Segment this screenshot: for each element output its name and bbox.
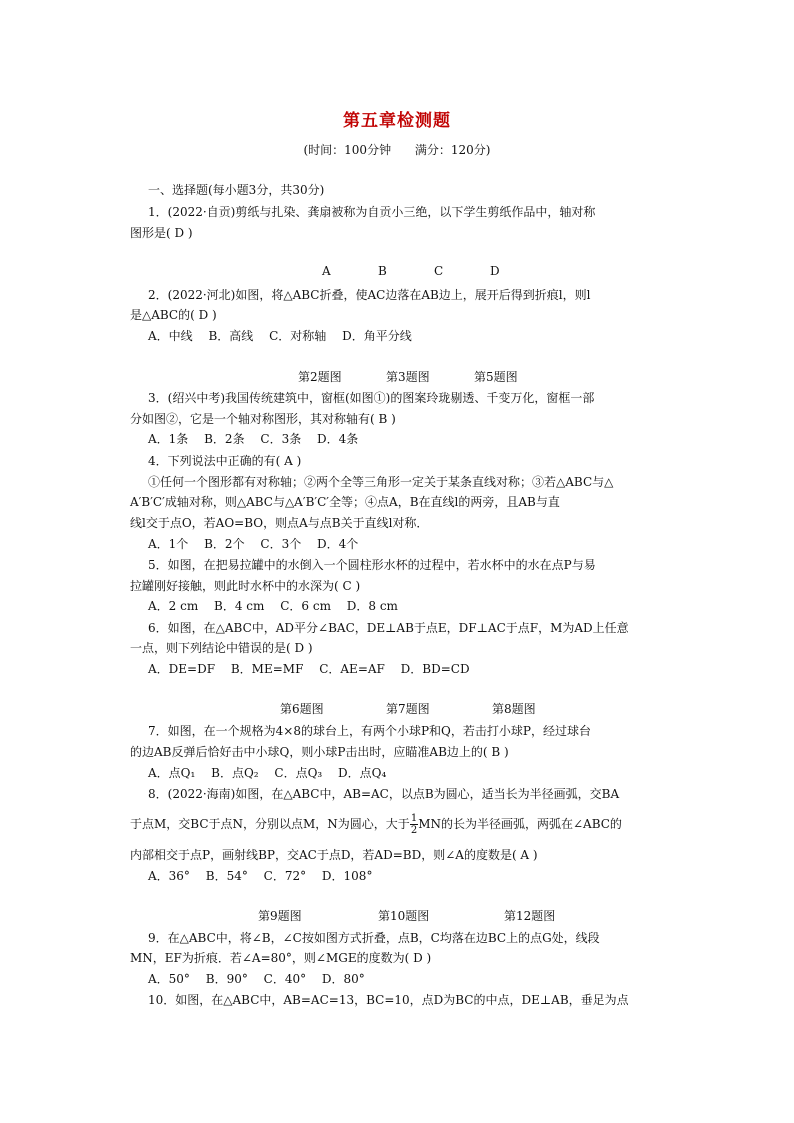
q8-options: A．36° B．54° C．72° D．108°	[148, 869, 373, 883]
q6-line2: 一点，则下列结论中错误的是( D )	[130, 641, 313, 655]
q4-line1: 4．下列说法中正确的有( A )	[148, 454, 302, 468]
q4-options: A．1个 B．2个 C．3个 D．4个	[148, 537, 359, 551]
q5-options: A．2 cm B．4 cm C．6 cm D．8 cm	[148, 599, 398, 613]
caption-fig6: 第6题图	[280, 702, 324, 716]
caption-fig9: 第9题图	[258, 909, 302, 923]
fraction-numerator: 1	[410, 813, 418, 824]
caption-fig10: 第10题图	[378, 909, 430, 923]
caption-fig2: 第2题图	[298, 370, 342, 384]
section-heading: 一、选择题(每小题3分，共30分)	[148, 183, 325, 197]
caption-fig12: 第12题图	[504, 909, 556, 923]
page-title: 第五章检测题	[343, 111, 451, 131]
q6-options: A．DE=DF B．ME=MF C．AE=AF D．BD=CD	[148, 662, 470, 676]
q4-line4: 线l交于点O，若AO=BO，则点A与点B关于直线l对称．	[130, 516, 429, 530]
q7-options: A．点Q₁ B．点Q₂ C．点Q₃ D．点Q₄	[148, 766, 387, 780]
caption-fig5: 第5题图	[474, 370, 518, 384]
q8-line2	[130, 813, 622, 836]
caption-fig3: 第3题图	[386, 370, 430, 384]
q1-option-a: A	[322, 264, 331, 278]
q2-line1: 2．(2022·河北)如图，将△ABC折叠，使AC边落在AB边上，展开后得到折痕l，则l	[148, 288, 591, 302]
q8-line3: 内部相交于点P，画射线BP，交AC于点D，若AD=BD，则∠A的度数是( A )	[130, 848, 538, 862]
q1-option-d: D	[490, 264, 500, 278]
fraction-denominator: 2	[410, 825, 418, 836]
q1-option-b: B	[378, 264, 387, 278]
q4-line2: ①任何一个图形都有对称轴；②两个全等三角形一定关于某条直线对称；③若△ABC与△	[148, 475, 614, 489]
q1-line2: 图形是( D )	[130, 226, 193, 240]
fraction-one-half	[410, 813, 418, 836]
caption-fig7: 第7题图	[386, 702, 430, 716]
time-label: (时间：100分钟	[303, 143, 392, 157]
q2-line2: 是△ABC的( D )	[130, 308, 217, 322]
q1-line1: 1．(2022·自贡)剪纸与扎染、龚扇被称为自贡小三绝，以下学生剪纸作品中，轴对称	[148, 205, 596, 219]
q7-line1: 7．如图，在一个规格为4×8的球台上，有两个小球P和Q，若击打小球P，经过球台	[148, 724, 591, 738]
q4-line3: A′B′C′成轴对称，则△ABC与△A′B′C′全等；④点A，B在直线l的两旁，且AB与直	[130, 495, 560, 509]
q8-line2-start: 于点M，交BC于点N，分别以点M，N为圆心，大于	[130, 817, 410, 831]
q9-options: A．50° B．90° C．40° D．80°	[148, 972, 365, 986]
q8-line1: 8．(2022·海南)如图，在△ABC中，AB=AC，以点B为圆心，适当长为半径画弧，交BA	[148, 787, 620, 801]
q3-line1: 3．(绍兴中考)我国传统建筑中，窗框(如图①)的图案玲珑剔透、千变万化，窗框一部	[148, 391, 595, 405]
q1-option-c: C	[434, 264, 444, 278]
q2-options: A．中线 B．高线 C．对称轴 D．角平分线	[148, 329, 412, 343]
q9-line1: 9．在△ABC中，将∠B，∠C按如图方式折叠，点B，C均落在边BC上的点G处，线段	[148, 931, 600, 945]
q9-line2: MN，EF为折痕．若∠A=80°，则∠MGE的度数为( D )	[130, 951, 432, 965]
q8-line2-end: MN的长为半径画弧，两弧在∠ABC的	[418, 817, 622, 831]
q3-options: A．1条 B．2条 C．3条 D．4条	[148, 432, 359, 446]
q5-line1: 5．如图，在把易拉罐中的水倒入一个圆柱形水杯的过程中，若水杯中的水在点P与易	[148, 558, 596, 572]
q7-line2: 的边AB反弹后恰好击中小球Q，则小球P击出时，应瞄准AB边上的( B )	[130, 745, 509, 759]
q5-line2: 拉罐刚好接触，则此时水杯中的水深为( C )	[130, 579, 361, 593]
exam-info	[0, 141, 794, 158]
score-label: 满分：120分)	[414, 143, 491, 157]
caption-fig8: 第8题图	[492, 702, 536, 716]
q10-line1: 10．如图，在△ABC中，AB=AC=13，BC=10，点D为BC的中点，DE⊥AB，垂足为点	[148, 993, 629, 1007]
q3-line2: 分如图②，它是一个轴对称图形，其对称轴有( B )	[130, 412, 396, 426]
q6-line1: 6．如图，在△ABC中，AD平分∠BAC，DE⊥AB于点E，DF⊥AC于点F，M为AD上任意	[148, 621, 629, 635]
